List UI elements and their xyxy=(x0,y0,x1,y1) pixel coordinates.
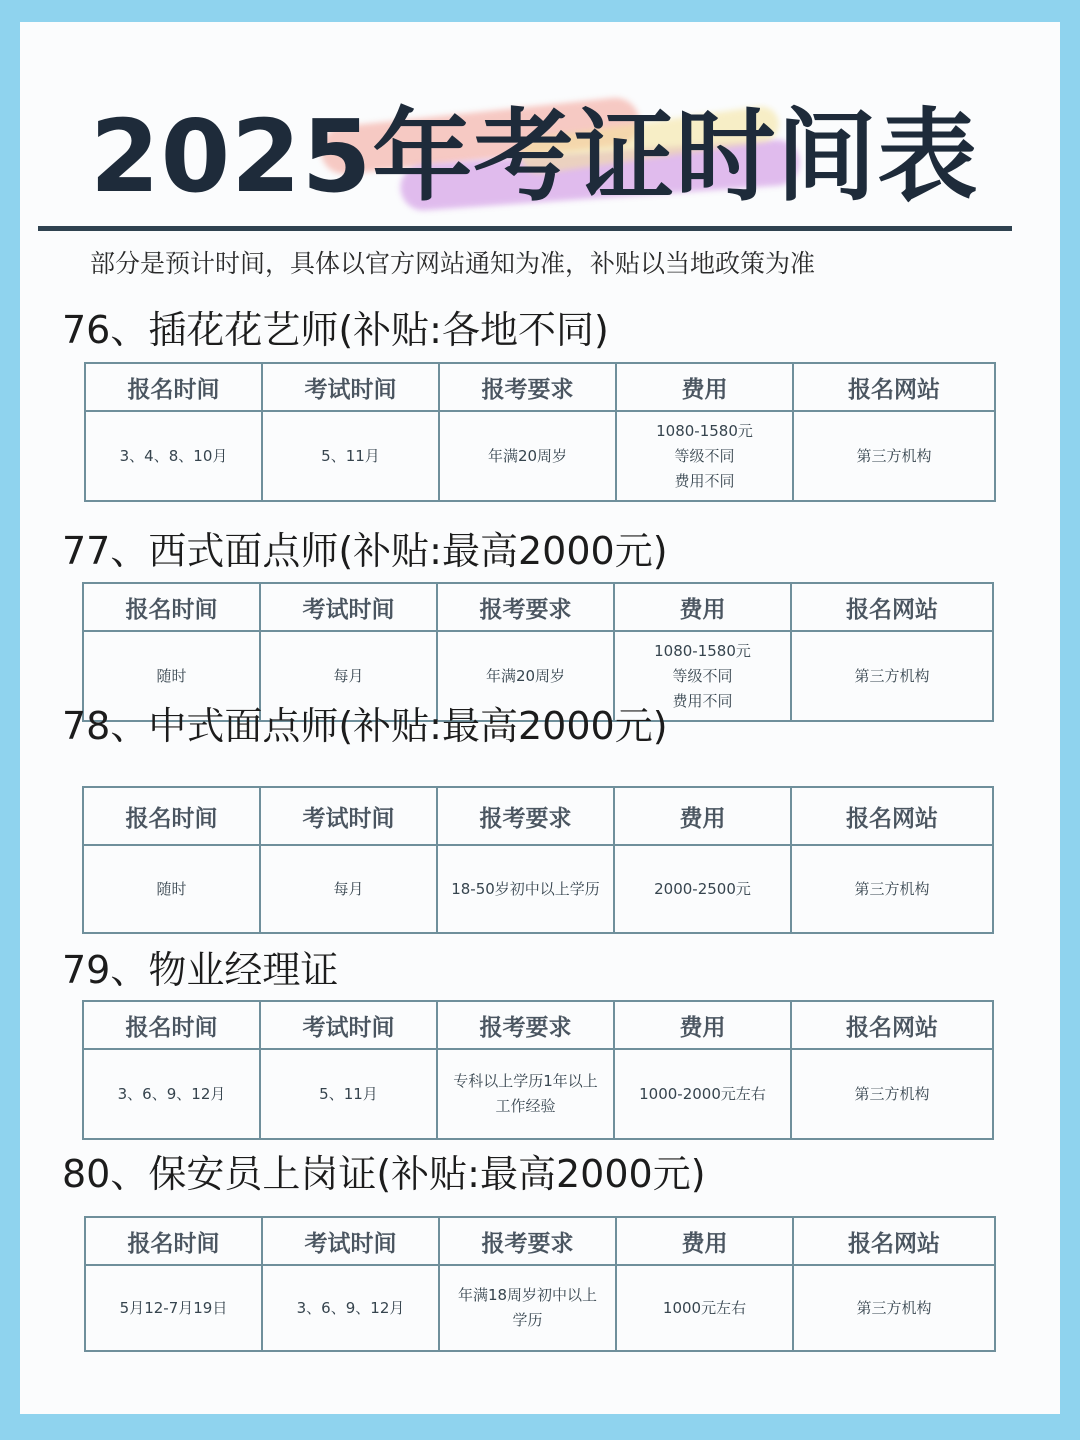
header-requirement: 报考要求 xyxy=(437,1001,614,1049)
header-exam-time: 考试时间 xyxy=(262,363,439,411)
website-cell: 第三方机构 xyxy=(791,1049,993,1139)
header-exam-time: 考试时间 xyxy=(260,1001,437,1049)
header-fee: 费用 xyxy=(616,363,793,411)
table-row xyxy=(85,411,995,501)
header-fee: 费用 xyxy=(614,1001,791,1049)
header-fee: 费用 xyxy=(614,583,791,631)
fee-cell xyxy=(614,845,791,933)
header-requirement: 报考要求 xyxy=(437,787,614,845)
schedule-table-78 xyxy=(82,786,994,934)
fee-line: 1080-1580元 xyxy=(654,641,751,660)
header-signup-time: 报名时间 xyxy=(85,1217,262,1265)
fee-line: 费用不同 xyxy=(672,691,733,710)
table-header-row xyxy=(85,1217,995,1265)
table-header-row xyxy=(83,787,993,845)
header-signup-time: 报名时间 xyxy=(85,363,262,411)
header-requirement: 报考要求 xyxy=(437,583,614,631)
website-cell: 第三方机构 xyxy=(793,411,995,501)
header-signup-time: 报名时间 xyxy=(83,1001,260,1049)
exam-time-cell: 5、11月 xyxy=(262,411,439,501)
fee-line: 2000-2500元 xyxy=(654,879,751,898)
schedule-table-79 xyxy=(82,1000,994,1140)
exam-time-cell: 3、6、9、12月 xyxy=(262,1265,439,1351)
exam-time-cell: 每月 xyxy=(260,845,437,933)
table-row xyxy=(83,1049,993,1139)
header-requirement: 报考要求 xyxy=(439,1217,616,1265)
title-divider xyxy=(38,226,1012,231)
fee-line: 等级不同 xyxy=(674,446,735,465)
requirement-line: 工作经验 xyxy=(495,1097,556,1115)
table-header-row xyxy=(85,363,995,411)
header-exam-time: 考试时间 xyxy=(260,583,437,631)
schedule-table-80 xyxy=(84,1216,996,1352)
fee-line: 1000-2000元左右 xyxy=(639,1084,766,1103)
signup-time-cell: 随时 xyxy=(83,845,260,933)
fee-line: 1000元左右 xyxy=(662,1298,747,1317)
section-title-76: 76、插花花艺师(补贴:各地不同) xyxy=(62,308,609,352)
website-cell: 第三方机构 xyxy=(791,845,993,933)
table-row xyxy=(85,1265,995,1351)
requirement-cell xyxy=(439,1265,616,1351)
requirement-line: 学历 xyxy=(512,1311,543,1329)
exam-time-cell: 5、11月 xyxy=(260,1049,437,1139)
table-header-row xyxy=(83,583,993,631)
header-website: 报名网站 xyxy=(791,1001,993,1049)
signup-time-cell: 3、4、8、10月 xyxy=(85,411,262,501)
header-fee: 费用 xyxy=(616,1217,793,1265)
fee-cell xyxy=(616,411,793,501)
fee-cell xyxy=(614,1049,791,1139)
requirement-line: 专科以上学历1年以上 xyxy=(453,1072,598,1090)
requirement-cell xyxy=(437,845,614,933)
fee-line: 等级不同 xyxy=(672,666,733,685)
header-signup-time: 报名时间 xyxy=(83,787,260,845)
header-requirement: 报考要求 xyxy=(439,363,616,411)
header-signup-time: 报名时间 xyxy=(83,583,260,631)
requirement-line: 18-50岁初中以上学历 xyxy=(451,879,600,898)
page-subtitle: 部分是预计时间，具体以官方网站通知为准，补贴以当地政策为准 xyxy=(90,249,816,278)
certificate-schedule-page xyxy=(20,22,1060,1414)
page-title: 2025年考证时间表 xyxy=(90,98,979,215)
header-exam-time: 考试时间 xyxy=(260,787,437,845)
requirement-line: 年满20周岁 xyxy=(487,446,568,465)
signup-time-cell: 随时 xyxy=(83,631,260,721)
header-website: 报名网站 xyxy=(791,583,993,631)
requirement-line: 年满18周岁初中以上 xyxy=(457,1286,598,1304)
requirement-cell xyxy=(437,1049,614,1139)
signup-time-cell: 3、6、9、12月 xyxy=(83,1049,260,1139)
header-fee: 费用 xyxy=(614,787,791,845)
section-title-77: 77、西式面点师(补贴:最高2000元) xyxy=(62,529,668,573)
website-cell: 第三方机构 xyxy=(791,631,993,721)
header-website: 报名网站 xyxy=(793,1217,995,1265)
section-title-80: 80、保安员上岗证(补贴:最高2000元) xyxy=(62,1152,706,1196)
fee-line: 费用不同 xyxy=(674,471,735,490)
table-header-row xyxy=(83,1001,993,1049)
signup-time-cell: 5月12-7月19日 xyxy=(85,1265,262,1351)
section-title-79: 79、物业经理证 xyxy=(62,948,339,992)
title-area xyxy=(20,82,1060,232)
website-cell: 第三方机构 xyxy=(793,1265,995,1351)
fee-line: 1080-1580元 xyxy=(656,421,753,440)
header-website: 报名网站 xyxy=(793,363,995,411)
schedule-table-76 xyxy=(84,362,996,502)
exam-time-cell: 每月 xyxy=(260,631,437,721)
section-title-78: 78、中式面点师(补贴:最高2000元) xyxy=(62,704,668,748)
table-row xyxy=(83,845,993,933)
requirement-line: 年满20周岁 xyxy=(485,666,566,685)
requirement-cell xyxy=(439,411,616,501)
header-website: 报名网站 xyxy=(791,787,993,845)
header-exam-time: 考试时间 xyxy=(262,1217,439,1265)
fee-cell xyxy=(616,1265,793,1351)
